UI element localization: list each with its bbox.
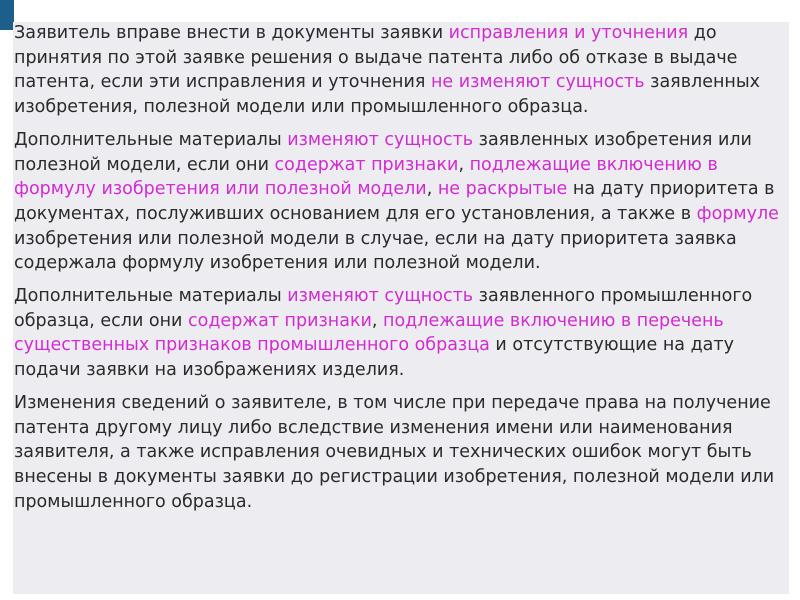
text-segment: Изменения сведений о заявителе, в том числе при передаче права на получение патента другому лицу либо вследствие изменения имени или наименования заявителя, а также исправления очевидных и технических ошибок могут быть внесены в документы заявки до регистрации изобретения, полезной модели или промышленного образца. [14,392,775,512]
text-segment: на дату приоритета в документах, послуживших основанием для его установления, а также в [14,179,775,224]
text-segment: Дополнительные материалы [14,286,288,307]
corner-accent-block [0,0,14,30]
highlight-segment: изменяют сущность [287,286,474,307]
text-segment: до принятия по этой заявке решения о выдаче патента либо об отказе в выдаче патента, если эти исправления и уточнения [14,23,738,93]
paragraph-corrections [14,21,790,120]
text-segment: , [371,310,384,331]
highlight-segment: исправления и уточнения [448,23,689,43]
paragraph-applicant-changes [14,391,790,515]
highlight-segment: содержат признаки [274,154,459,175]
text-segment: изобретения или полезной модели в случае, если на дату приоритета заявка содержала формулу изобретения или полезной модели. [14,228,737,274]
text-segment: и отсутствующие на дату подачи заявки на изображениях изделия. [14,335,734,381]
highlight-segment: изменяют сущность [287,129,474,150]
highlight-segment: формуле [696,203,779,224]
text-segment: , [426,179,438,200]
highlight-segment: содержат признаки [188,310,372,331]
text-segment: , [458,154,470,175]
highlight-segment: подлежащие включению в перечень существенных признаков промышленного образца [14,310,724,356]
text-segment: заявленного промышленного образца, если они [14,286,753,331]
text-segment: Заявитель вправе внести в документы заявки [14,23,449,43]
text-segment: заявленных изобретения или полезной модели, если они [14,129,752,175]
text-segment: заявленных изобретения, полезной модели или промышленного образца. [14,72,761,118]
text-segment: Дополнительные материалы [14,129,288,150]
paragraph-invention-materials [14,128,790,276]
slide-text [14,21,790,522]
highlight-segment: подлежащие включению в формулу изобретения или полезной модели [14,154,718,200]
highlight-segment: не изменяют сущность [430,72,645,93]
highlight-segment: не раскрытые [437,179,568,200]
paragraph-design-materials [14,284,790,383]
